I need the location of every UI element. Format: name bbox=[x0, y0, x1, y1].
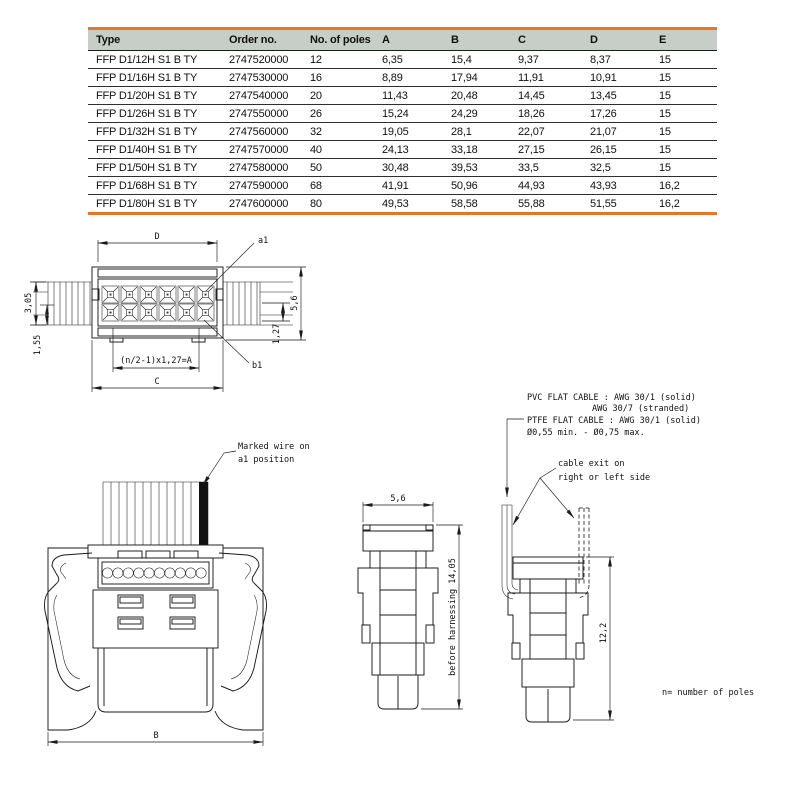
table-header-row bbox=[88, 29, 717, 51]
cell-poles: 32 bbox=[302, 123, 374, 141]
cell-order-no: 2747540000 bbox=[221, 87, 302, 105]
marked-wire-leader bbox=[203, 451, 236, 485]
marked-wire-note-line2: a1 position bbox=[238, 455, 295, 465]
cable-spec-line4: Ø0,55 min. - Ø0,75 max. bbox=[527, 428, 645, 438]
crimp-contacts-row bbox=[102, 568, 206, 578]
cell-b: 28,1 bbox=[443, 123, 510, 141]
cell-d: 13,45 bbox=[582, 87, 651, 105]
cell-order-no: 2747520000 bbox=[221, 51, 302, 69]
side-latch-right bbox=[215, 548, 267, 730]
spec-table bbox=[88, 27, 717, 215]
marked-wire-note-line1: Marked wire on bbox=[238, 442, 310, 452]
marked-wire bbox=[199, 482, 208, 545]
cell-a: 30,48 bbox=[374, 159, 443, 177]
dim-label-before-harnessing: before harnessing 14,05 bbox=[448, 558, 458, 676]
cell-type: FFP D1/40H S1 B TY bbox=[88, 141, 221, 159]
cell-e: 15 bbox=[651, 159, 717, 177]
cell-type: FFP D1/16H S1 B TY bbox=[88, 69, 221, 87]
cell-e: 15 bbox=[651, 69, 717, 87]
label-a1: a1 bbox=[258, 236, 269, 246]
table-row bbox=[88, 69, 717, 87]
dim-label-1-27: 1,27 bbox=[272, 323, 282, 345]
cell-a: 6,35 bbox=[374, 51, 443, 69]
cell-order-no: 2747600000 bbox=[229, 197, 289, 210]
cable-exit-view-drawing bbox=[502, 393, 701, 722]
table-row bbox=[88, 141, 717, 159]
col-header-order-no: Order no. bbox=[221, 29, 302, 51]
cell-a: 24,13 bbox=[374, 141, 443, 159]
cable-spec-line2: AWG 30/7 (stranded) bbox=[592, 404, 690, 414]
cell-c: 44,93 bbox=[510, 177, 582, 195]
cable-spec-leader bbox=[507, 419, 524, 497]
cell-b: 17,94 bbox=[443, 69, 510, 87]
cell-e: 15 bbox=[651, 123, 717, 141]
cell-c: 9,37 bbox=[510, 51, 582, 69]
ribbon-cable-left bbox=[33, 282, 92, 325]
cell-order-no: 2747560000 bbox=[221, 123, 302, 141]
cell-type: FFP D1/68H S1 B TY bbox=[88, 177, 221, 195]
cell-a: 19,05 bbox=[374, 123, 443, 141]
cell-d: 32,5 bbox=[582, 159, 651, 177]
front-view-dimensions bbox=[30, 240, 306, 392]
cell-a: 15,24 bbox=[374, 105, 443, 123]
cell-c: 33,5 bbox=[510, 159, 582, 177]
cell-type: FFP D1/20H S1 B TY bbox=[88, 87, 221, 105]
cell-b: 24,29 bbox=[443, 105, 510, 123]
col-header-b: B bbox=[443, 29, 510, 51]
cell-poles: 26 bbox=[302, 105, 374, 123]
cell-e: 15 bbox=[651, 87, 717, 105]
cell-b: 58,58 bbox=[451, 197, 478, 210]
col-header-poles: No. of poles bbox=[302, 29, 374, 51]
cable-spec-line1: PVC FLAT CABLE : AWG 30/1 (solid) bbox=[527, 393, 696, 403]
cell-c: 27,15 bbox=[510, 141, 582, 159]
cell-d: 8,37 bbox=[582, 51, 651, 69]
spec-table-section bbox=[88, 27, 717, 215]
cell-c: 55,88 bbox=[518, 197, 545, 210]
label-b1: b1 bbox=[252, 361, 263, 371]
cable-exit-note-line1: cable exit on bbox=[558, 459, 625, 469]
cell-d: 26,15 bbox=[582, 141, 651, 159]
cell-order-no: 2747590000 bbox=[221, 177, 302, 195]
dim-label-1-55: 1,55 bbox=[33, 334, 43, 356]
cable-up-left bbox=[502, 505, 518, 599]
cell-poles: 20 bbox=[302, 87, 374, 105]
side-view-body bbox=[358, 525, 438, 709]
cell-poles: 12 bbox=[302, 51, 374, 69]
cell-order-no: 2747550000 bbox=[221, 105, 302, 123]
dim-label-b: B bbox=[153, 731, 159, 741]
dim-label-formula-a: (n/2-1)x1,27=A bbox=[120, 356, 192, 366]
cable-spec-line3: PTFE FLAT CABLE : AWG 30/1 (solid) bbox=[527, 416, 701, 426]
cell-b: 50,96 bbox=[443, 177, 510, 195]
cell-a: 8,89 bbox=[374, 69, 443, 87]
dim-label-5-6-front: 5,6 bbox=[290, 295, 300, 311]
side-view-drawing bbox=[358, 494, 463, 709]
cell-poles: 80 bbox=[310, 197, 322, 210]
dim-label-3-05: 3,05 bbox=[24, 292, 34, 314]
dim-label-c: C bbox=[154, 377, 160, 387]
cell-poles: 16 bbox=[302, 69, 374, 87]
ribbon-cable-top bbox=[103, 482, 208, 545]
cell-e: 15 bbox=[651, 141, 717, 159]
cable-up-right-dashed bbox=[578, 508, 589, 598]
cell-e: 16,2 bbox=[659, 197, 680, 210]
cell-e: 15 bbox=[651, 105, 717, 123]
table-row bbox=[88, 105, 717, 123]
cell-order-no: 2747580000 bbox=[221, 159, 302, 177]
cell-e: 15 bbox=[651, 51, 717, 69]
poles-footnote: n= number of poles bbox=[662, 688, 755, 698]
cell-b: 39,53 bbox=[443, 159, 510, 177]
cable-exit-note-line2: right or left side bbox=[558, 473, 651, 483]
cell-type: FFP D1/50H S1 B TY bbox=[88, 159, 221, 177]
col-header-c: C bbox=[510, 29, 582, 51]
cell-poles: 68 bbox=[302, 177, 374, 195]
dim-label-d: D bbox=[154, 232, 160, 242]
dim-label-5-6-side: 5,6 bbox=[390, 494, 406, 504]
cell-a: 41,91 bbox=[374, 177, 443, 195]
cell-a: 11,43 bbox=[374, 87, 443, 105]
col-header-d: D bbox=[582, 29, 651, 51]
cell-type: FFP D1/26H S1 B TY bbox=[88, 105, 221, 123]
cell-order-no: 2747570000 bbox=[221, 141, 302, 159]
contact-array bbox=[102, 286, 214, 321]
cell-c: 22,07 bbox=[510, 123, 582, 141]
cell-b: 20,48 bbox=[443, 87, 510, 105]
cell-a: 49,53 bbox=[382, 197, 409, 210]
cell-d: 10,91 bbox=[582, 69, 651, 87]
connector-body bbox=[92, 267, 223, 342]
side-latch-left bbox=[45, 548, 97, 730]
cable-exit-body bbox=[508, 557, 588, 722]
cell-d: 51,55 bbox=[590, 197, 617, 210]
table-row bbox=[88, 159, 717, 177]
dim-label-12-2: 12,2 bbox=[599, 622, 609, 644]
cell-c: 18,26 bbox=[510, 105, 582, 123]
cell-d: 43,93 bbox=[582, 177, 651, 195]
cell-poles: 40 bbox=[302, 141, 374, 159]
col-header-e: E bbox=[651, 29, 717, 51]
ribbon-cable-right bbox=[223, 282, 293, 325]
cell-type: FFP D1/80H S1 B TY bbox=[96, 197, 198, 210]
cell-b: 15,4 bbox=[443, 51, 510, 69]
table-row bbox=[88, 195, 717, 214]
table-row bbox=[88, 51, 717, 69]
front-view-drawing bbox=[24, 232, 306, 392]
cell-b: 33,18 bbox=[443, 141, 510, 159]
cell-c: 14,45 bbox=[510, 87, 582, 105]
harness-view-drawing bbox=[45, 442, 310, 746]
table-row bbox=[88, 177, 717, 195]
col-header-type: Type bbox=[88, 29, 221, 51]
cell-poles: 50 bbox=[302, 159, 374, 177]
cell-c: 11,91 bbox=[510, 69, 582, 87]
cell-order-no: 2747530000 bbox=[221, 69, 302, 87]
cell-type: FFP D1/32H S1 B TY bbox=[88, 123, 221, 141]
table-row bbox=[88, 87, 717, 105]
col-header-a: A bbox=[374, 29, 443, 51]
cell-e: 16,2 bbox=[651, 177, 717, 195]
cell-d: 17,26 bbox=[582, 105, 651, 123]
table-row bbox=[88, 123, 717, 141]
cell-type: FFP D1/12H S1 B TY bbox=[88, 51, 221, 69]
cell-d: 21,07 bbox=[582, 123, 651, 141]
